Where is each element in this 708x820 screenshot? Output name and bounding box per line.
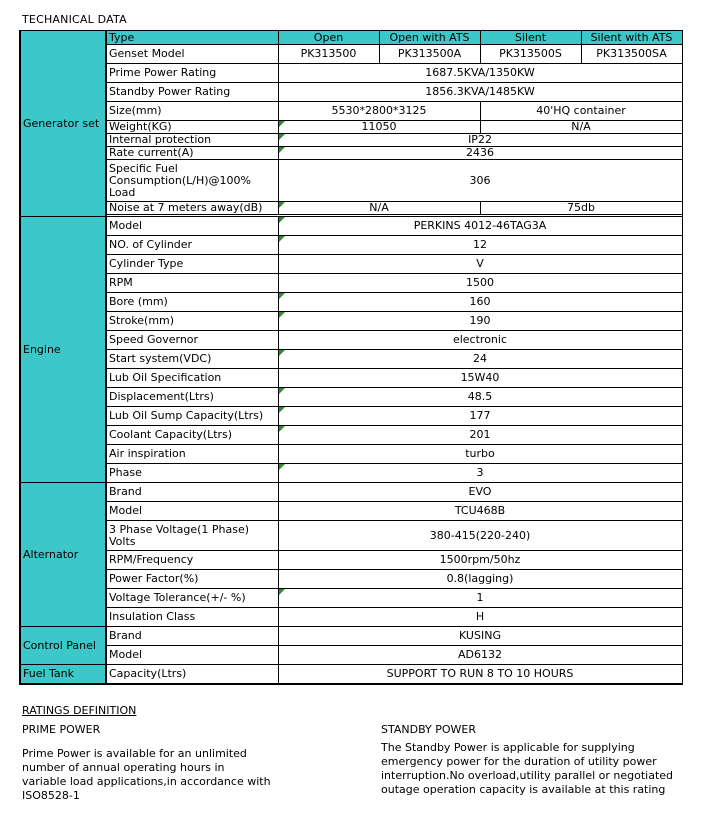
insulation-class-label: Insulation Class	[106, 608, 278, 627]
table-row	[20, 570, 682, 589]
table-row	[20, 521, 682, 551]
col-open-ats: Open with ATS	[379, 31, 480, 45]
col-silent: Silent	[480, 31, 581, 45]
genset-model-silent-ats: PK313500SA	[581, 45, 682, 64]
air-inspiration-value: turbo	[278, 445, 682, 464]
speed-governor-value: electronic	[278, 331, 682, 350]
document-title: TECHANICAL DATA	[22, 13, 127, 26]
table-row	[20, 202, 682, 215]
table-row	[20, 350, 682, 369]
phase-label: Phase	[106, 464, 278, 483]
section-fuel-tank: Fuel Tank	[20, 665, 106, 684]
cell-marker	[279, 464, 285, 470]
alternator-model-value: TCU468B	[278, 502, 682, 521]
protection-value: IP22	[278, 134, 682, 147]
standby-power-title: STANDBY POWER	[381, 723, 476, 736]
noise-open-value: N/A	[278, 202, 480, 215]
table-row	[20, 274, 682, 293]
fuel-consumption-label: Specific Fuel Consumption(L/H)@100% Load	[106, 160, 278, 202]
size-label: Size(mm)	[106, 102, 278, 121]
cell-marker	[279, 407, 285, 413]
phase-value: 3	[278, 464, 682, 483]
bore-label: Bore (mm)	[106, 293, 278, 312]
sump-capacity-label: Lub Oil Sump Capacity(Ltrs)	[106, 407, 278, 426]
genset-model-open: PK313500	[278, 45, 379, 64]
prime-power-label: Prime Power Rating	[106, 64, 278, 83]
insulation-class-value: H	[278, 608, 682, 627]
control-model-value: AD6132	[278, 646, 682, 665]
genset-model-label: Genset Model	[106, 45, 278, 64]
table-row	[20, 551, 682, 570]
fuel-consumption-value: 306	[278, 160, 682, 202]
rpm-value: 1500	[278, 274, 682, 293]
control-model-label: Model	[106, 646, 278, 665]
table-row	[20, 627, 682, 646]
cell-marker	[279, 589, 285, 595]
prime-power-value: 1687.5KVA/1350KW	[278, 64, 682, 83]
cell-marker	[279, 236, 285, 242]
table-row	[20, 665, 682, 684]
engine-model-label: Model	[106, 217, 278, 236]
table-row	[20, 483, 682, 502]
table-row	[20, 388, 682, 407]
cylinder-count-label: NO. of Cylinder	[106, 236, 278, 255]
displacement-label: Displacement(Ltrs)	[106, 388, 278, 407]
fuel-capacity-value: SUPPORT TO RUN 8 TO 10 HOURS	[278, 665, 682, 684]
cylinder-type-label: Cylinder Type	[106, 255, 278, 274]
control-brand-value: KUSING	[278, 627, 682, 646]
cylinder-type-value: V	[278, 255, 682, 274]
col-silent-ats: Silent with ATS	[581, 31, 682, 45]
weight-silent-value: N/A	[480, 121, 682, 134]
section-generator-set: Generator set	[20, 31, 106, 217]
table-row	[20, 407, 682, 426]
table-row	[20, 83, 682, 102]
cell-marker	[279, 388, 285, 394]
coolant-capacity-value: 201	[278, 426, 682, 445]
weight-open-value: 11050	[278, 121, 480, 134]
power-factor-label: Power Factor(%)	[106, 570, 278, 589]
bore-value: 160	[278, 293, 682, 312]
table-row	[20, 464, 682, 483]
noise-label: Noise at 7 meters away(dB)	[106, 202, 278, 215]
phase-voltage-value: 380-415(220-240)	[278, 521, 682, 551]
standby-power-text: The Standby Power is applicable for supplying emergency power for the duration of utility power interruption.No overload,utility parallel or negotiated outage operation capacity is available at this rating	[381, 741, 674, 796]
section-control-panel: Control Panel	[20, 627, 106, 665]
sump-capacity-value: 177	[278, 407, 682, 426]
table-row	[20, 445, 682, 464]
table-row	[20, 312, 682, 331]
prime-power-text: Prime Power is available for an unlimited number of annual operating hours in variable load applications,in accordance with ISO8528-1	[22, 747, 271, 802]
cell-marker	[279, 293, 285, 299]
stroke-value: 190	[278, 312, 682, 331]
section-engine: Engine	[20, 217, 106, 483]
cell-marker	[279, 121, 285, 127]
size-open-value: 5530*2800*3125	[278, 102, 480, 121]
voltage-tolerance-label: Voltage Tolerance(+/- %)	[106, 589, 278, 608]
protection-label: Internal protection	[106, 134, 278, 147]
cylinder-count-value: 12	[278, 236, 682, 255]
rpm-label: RPM	[106, 274, 278, 293]
lub-oil-spec-value: 15W40	[278, 369, 682, 388]
coolant-capacity-label: Coolant Capacity(Ltrs)	[106, 426, 278, 445]
table-row	[20, 102, 682, 121]
cell-marker	[279, 217, 285, 223]
table-row	[20, 147, 682, 160]
engine-model-value: PERKINS 4012-46TAG3A	[278, 217, 682, 236]
genset-model-silent: PK313500S	[480, 45, 581, 64]
type-label: Type	[106, 31, 278, 45]
rpm-frequency-value: 1500rpm/50hz	[278, 551, 682, 570]
table-row	[20, 589, 682, 608]
voltage-tolerance-value: 1	[278, 589, 682, 608]
col-open: Open	[278, 31, 379, 45]
rpm-frequency-label: RPM/Frequency	[106, 551, 278, 570]
weight-label: Weight(KG)	[106, 121, 278, 134]
size-silent-value: 40'HQ container	[480, 102, 682, 121]
stroke-label: Stroke(mm)	[106, 312, 278, 331]
start-system-label: Start system(VDC)	[106, 350, 278, 369]
table-row	[20, 369, 682, 388]
table-row	[20, 426, 682, 445]
technical-data-table	[19, 30, 683, 685]
table-row	[20, 646, 682, 665]
cell-marker	[279, 426, 285, 432]
table-row	[20, 608, 682, 627]
power-factor-value: 0.8(lagging)	[278, 570, 682, 589]
table-row	[20, 64, 682, 83]
section-alternator: Alternator	[20, 483, 106, 627]
standby-power-label: Standby Power Rating	[106, 83, 278, 102]
lub-oil-spec-label: Lub Oil Specification	[106, 369, 278, 388]
fuel-capacity-label: Capacity(Ltrs)	[106, 665, 278, 684]
genset-model-open-ats: PK313500A	[379, 45, 480, 64]
standby-power-value: 1856.3KVA/1485KW	[278, 83, 682, 102]
prime-power-title: PRIME POWER	[22, 723, 101, 736]
noise-silent-value: 75db	[480, 202, 682, 215]
cell-marker	[279, 312, 285, 318]
displacement-value: 48.5	[278, 388, 682, 407]
alternator-brand-label: Brand	[106, 483, 278, 502]
cell-marker	[279, 350, 285, 356]
rate-current-value: 2436	[278, 147, 682, 160]
table-row	[20, 45, 682, 64]
cell-marker	[279, 202, 285, 208]
alternator-model-label: Model	[106, 502, 278, 521]
speed-governor-label: Speed Governor	[106, 331, 278, 350]
rate-current-label: Rate current(A)	[106, 147, 278, 160]
table-row	[20, 331, 682, 350]
phase-voltage-label: 3 Phase Voltage(1 Phase) Volts	[106, 521, 278, 551]
ratings-heading: RATINGS DEFINITION	[22, 704, 137, 717]
table-row	[20, 217, 682, 236]
air-inspiration-label: Air inspiration	[106, 445, 278, 464]
table-row	[20, 502, 682, 521]
table-header-row	[20, 31, 682, 45]
control-brand-label: Brand	[106, 627, 278, 646]
cell-marker	[279, 134, 285, 140]
start-system-value: 24	[278, 350, 682, 369]
table-row	[20, 236, 682, 255]
cell-marker	[279, 147, 285, 153]
table-row	[20, 121, 682, 134]
table-row	[20, 255, 682, 274]
alternator-brand-value: EVO	[278, 483, 682, 502]
table-row	[20, 293, 682, 312]
table-row	[20, 134, 682, 147]
table-row	[20, 160, 682, 202]
